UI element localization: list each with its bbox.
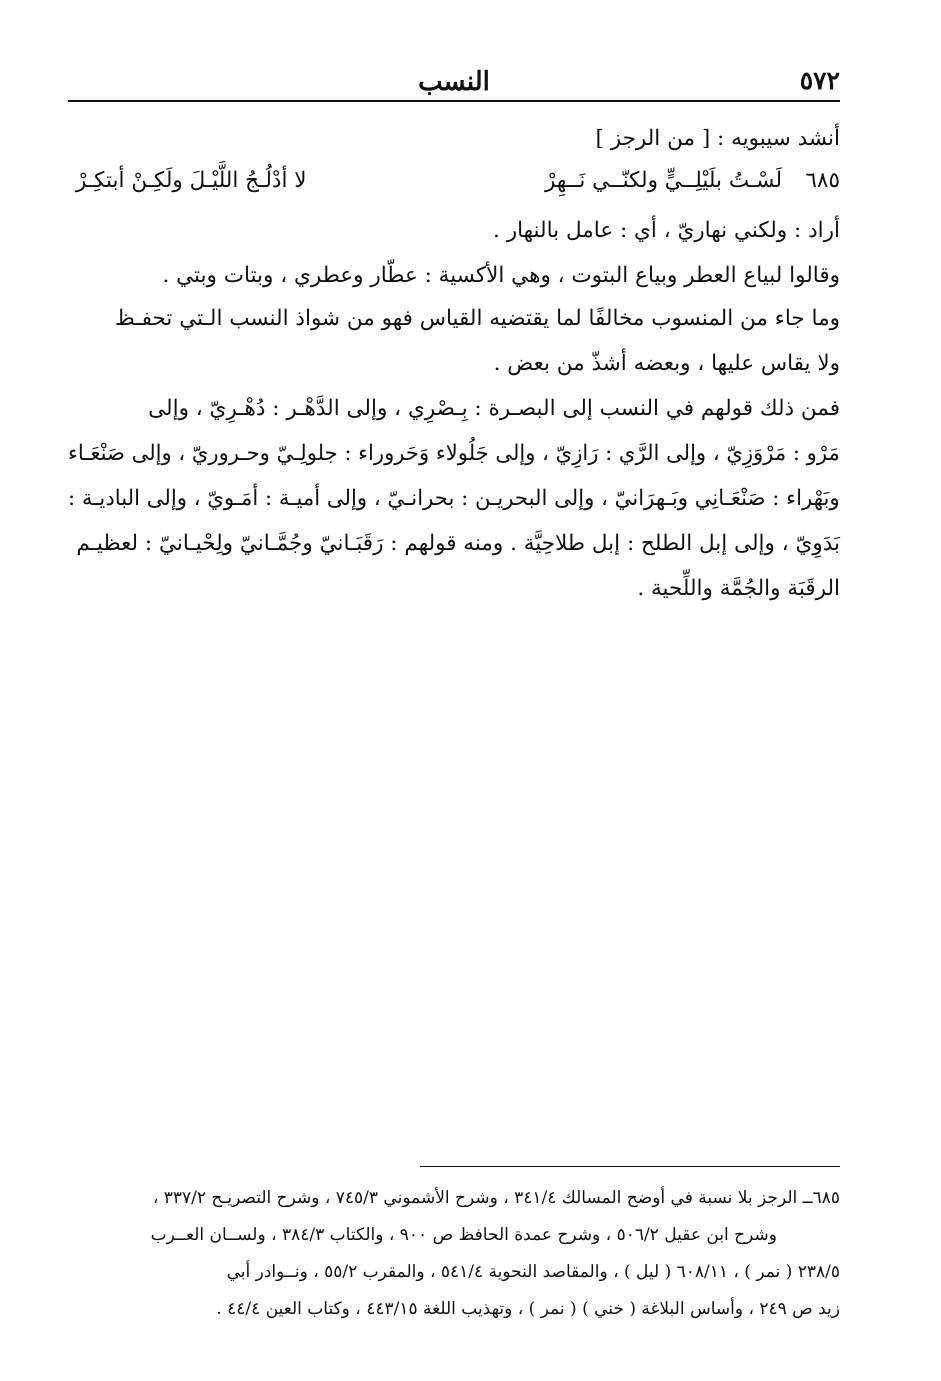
body-line: ولا يقاس عليها ، وبعضه أشذّ من بعض . (493, 351, 840, 376)
footnote-line: زيد ص ٢٤٩ ، وأساس البلاغة ( خني ) ( نمر ) ، وتهذيب اللغة ٤٤٣/١٥ ، وكتاب العين ٤٤/٤ . (216, 1299, 840, 1319)
first-hemistich: لَسْـتُ بلَيْلِــيٍّ ولكنّــي نَــهِرْ (544, 168, 782, 193)
header-rule (68, 100, 840, 102)
body-line: وقالوا لبياع العطر وبياع البتوت ، وهي الأكسية : عطّار وعطري ، وبتات وبتي . (162, 263, 840, 288)
body-line: مَرْو : مَرْوَزِيّ ، وإلى الرَّي : رَازِيّ ، وإلى جَلُولاء وَحَروراء : جلولِـيّ وحـروريّ ، وإلى صَنْعَـاء (68, 441, 840, 466)
page-number: ٥٧٢ (799, 66, 840, 95)
body-line: وبَهْراء : صَنْعَـانِي وبَـهرَانيّ ، وإلى البحريـن : بحرانـيّ ، وإلى أميـة : أمَـويّ ، وإلى الباديـة : (68, 486, 840, 511)
verse-number: ٦٨٥ (805, 168, 840, 193)
footnote-rule (420, 1166, 840, 1167)
poetry-verse (68, 160, 840, 202)
body-line: بَدَوِيّ ، وإلى إبل الطلح : إبل طلاحِيَّة . ومنه قولهم : رَقَبَـانيّ وجُمَّـانيّ ولِحْيـانيّ : لعظيـم (76, 531, 840, 556)
second-hemistich: لا أدْلُـجُ اللَّيْـلَ ولَكِـنْ أبتكِـرْ (76, 168, 307, 193)
chapter-title: النسب (418, 67, 490, 97)
footnote-line: وشرح ابن عقيل ٥٠٦/٢ ، وشرح عمدة الحافظ ص ٩٠٠ ، والكتاب ٣٨٤/٣ ، ولســان العــرب (150, 1225, 777, 1245)
verse-intro: أنشد سيبويه : [ من الرجز ] (595, 126, 840, 151)
running-head (68, 64, 840, 100)
body-line: أراد : ولكني نهاريّ ، أي : عامل بالنهار . (493, 218, 840, 243)
body-line: الرقَبَة والجُمَّة واللِّحية . (637, 576, 840, 601)
body-line: فمن ذلك قولهم في النسب إلى البصـرة : بِـصْرِي ، وإلى الدَّهْـر : دُهْـرِيّ ، وإلى (148, 396, 840, 421)
body-line: وما جاء من المنسوب مخالفًا لما يقتضيه القياس فهو من شواذ النسب الـتي تحفـظ (114, 306, 840, 331)
footnote-line: ٢٣٨/٥ ( نمر ) ، ٦٠٨/١١ ( ليل ) ، والمقاصد النحوية ٥٤١/٤ ، والمقرب ٥٥/٢ ، ونــوادر أبي (226, 1262, 840, 1282)
footnote-line: ٦٨٥ــ الرجز بلا نسبة في أوضح المسالك ٣٤١/٤ ، وشرح الأشموني ٧٤٥/٣ ، وشرح التصريـح ٣٣٧/٢ ، (152, 1188, 840, 1208)
